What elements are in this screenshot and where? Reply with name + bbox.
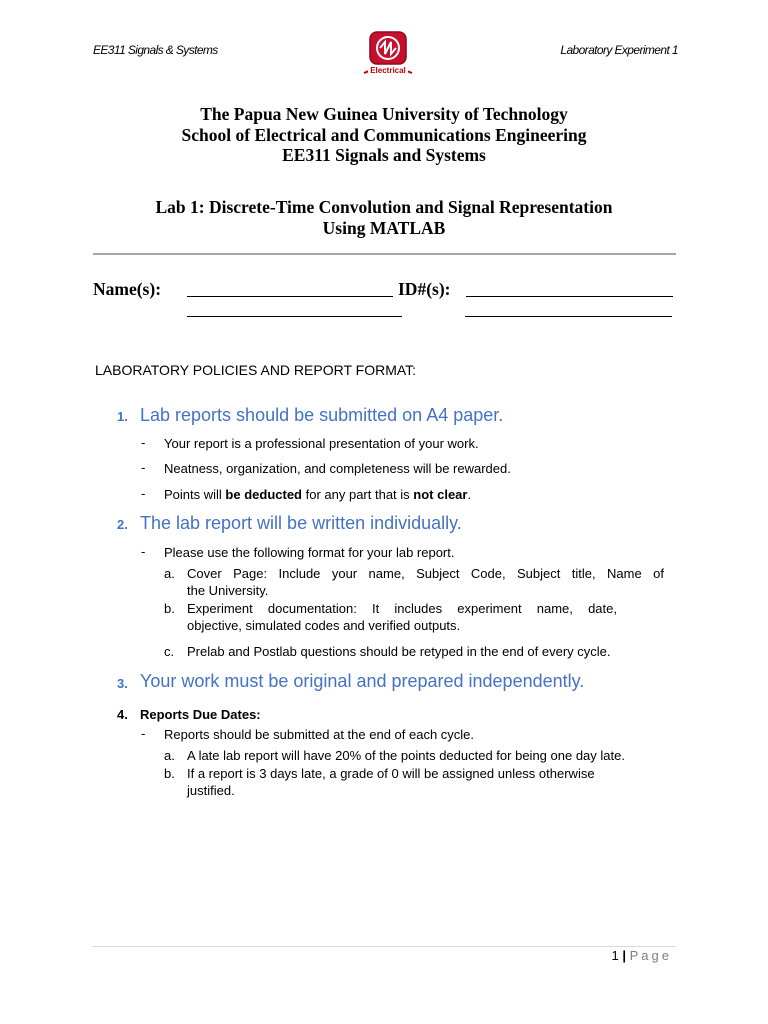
item-2-sub-a-line2: the University. (187, 583, 269, 598)
item-4-sub-b-line2: justified. (187, 783, 235, 798)
title-divider (93, 253, 676, 255)
item-4-sub-a-letter: a. (164, 748, 175, 763)
item-4-sub-b-letter: b. (164, 766, 175, 781)
item-4-number: 4. (117, 707, 128, 722)
course-name: EE311 Signals and Systems (282, 145, 486, 165)
item-2-title: The lab report will be written individually. (140, 513, 462, 533)
title-block (0, 104, 768, 166)
item-1-bullet-3: Points will be deducted for any part that is not clear. (164, 487, 472, 502)
item-4-title: Reports Due Dates: (140, 707, 261, 722)
dash: - (141, 486, 146, 501)
dash: - (141, 726, 146, 741)
school-name: School of Electrical and Communications Engineering (181, 124, 587, 145)
item-2-sub-b-letter: b. (164, 601, 175, 616)
lab-title-block (0, 197, 768, 239)
id-field-2[interactable] (465, 316, 672, 317)
name-label: Name(s): (93, 279, 162, 299)
dash: - (141, 460, 146, 475)
id-label: ID#(s): (398, 279, 451, 299)
lab-title-line1: Lab 1: Discrete-Time Convolution and Signal Representation (155, 197, 613, 217)
lab-title-line2: Using MATLAB (322, 218, 446, 238)
item-4-sub-b-line1: If a report is 3 days late, a grade of 0 will be assigned unless otherwise (187, 766, 595, 781)
dash: - (141, 544, 146, 559)
page-number: 1 (611, 948, 619, 963)
name-field-2[interactable] (187, 316, 402, 317)
logo-text: Electrical (370, 66, 406, 75)
item-2-sub-c-letter: c. (164, 644, 175, 659)
item-4-bullet-1: Reports should be submitted at the end of each cycle. (164, 727, 475, 742)
header-right-text: Laboratory Experiment 1 (560, 43, 678, 57)
item-2-sub-b-line2: objective, simulated codes and verified outputs. (187, 618, 461, 633)
item-1-bullet-1: Your report is a professional presentation of your work. (164, 436, 479, 451)
item-3-title: Your work must be original and prepared independently. (140, 671, 585, 691)
item-2-sub-c-line1: Prelab and Postlab questions should be retyped in the end of every cycle. (187, 644, 611, 659)
policies-heading: LABORATORY POLICIES AND REPORT FORMAT: (95, 362, 417, 378)
item-2-sub-b-line1: Experiment documentation: It includes experiment name, date, (187, 601, 617, 616)
item-2-number: 2. (117, 517, 128, 532)
item-2-sub-a-line1: Cover Page: Include your name, Subject Code, Subject title, Name of (187, 566, 664, 581)
header-left-text: EE311 Signals & Systems (93, 43, 218, 57)
footer-divider (92, 946, 676, 947)
page-footer (612, 948, 673, 963)
id-field-1[interactable] (466, 296, 673, 297)
item-4-sub-a-line1: A late lab report will have 20% of the points deducted for being one day late. (187, 748, 625, 763)
item-1-number: 1. (117, 409, 128, 424)
dash: - (141, 435, 146, 450)
item-2-bullet-1: Please use the following format for your lab report. (164, 545, 455, 560)
item-3-number: 3. (117, 676, 128, 691)
page-separator: | (622, 948, 626, 963)
name-field-1[interactable] (187, 296, 393, 297)
electrical-logo (356, 29, 420, 79)
item-1-title: Lab reports should be submitted on A4 paper. (140, 405, 504, 425)
item-2-sub-a-letter: a. (164, 566, 175, 581)
item-1-bullet-2: Neatness, organization, and completeness will be rewarded. (164, 461, 511, 476)
page-word: Page (629, 948, 672, 963)
university-name: The Papua New Guinea University of Technology (200, 104, 568, 124)
